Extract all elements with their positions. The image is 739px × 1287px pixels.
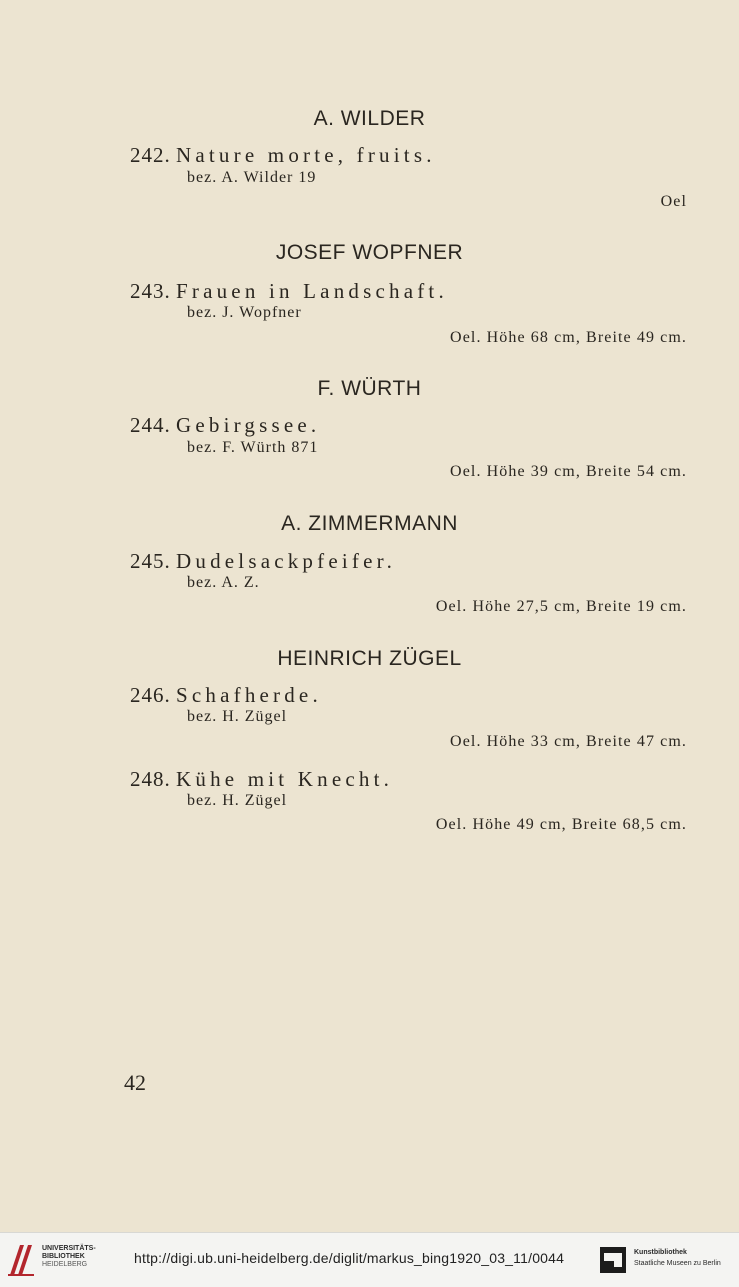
entry-title-line xyxy=(130,279,448,304)
university-library-logo-icon xyxy=(6,1241,38,1277)
entry-signature: bez. H. Zügel xyxy=(187,792,288,809)
library-name xyxy=(42,1245,96,1269)
library-name-line: BIBLIOTHEK xyxy=(42,1253,85,1260)
entry-title: Schafherde. xyxy=(176,683,322,707)
entry-title: Frauen in Landschaft. xyxy=(176,279,448,303)
artist-heading: HEINRICH ZÜGEL xyxy=(277,647,462,670)
entry-title-line xyxy=(130,413,320,438)
kunstbibliothek-logo-icon xyxy=(600,1247,626,1273)
artist-heading: A. WILDER xyxy=(313,107,426,130)
entry-signature: bez. H. Zügel xyxy=(187,708,288,725)
entry-title: Dudelsackpfeifer. xyxy=(176,549,397,573)
entry-title: Gebirgssee. xyxy=(176,413,321,437)
library-name-line: UNIVERSITÄTS- xyxy=(42,1245,96,1252)
entry-title-line xyxy=(130,549,396,574)
entry-number: 248. xyxy=(130,767,171,791)
entry-medium: Oel. Höhe 33 cm, Breite 47 cm. xyxy=(450,733,687,750)
entry-medium: Oel. Höhe 49 cm, Breite 68,5 cm. xyxy=(435,816,687,833)
entry-number: 246. xyxy=(130,683,171,707)
library-name-line: HEIDELBERG xyxy=(42,1261,88,1268)
entry-title-line xyxy=(130,767,393,792)
entry-title-line xyxy=(130,683,322,708)
entry-medium: Oel xyxy=(660,193,687,210)
entry-title-line xyxy=(130,143,436,168)
entry-number: 244. xyxy=(130,413,171,437)
partner-name-line: Staatliche Museen zu Berlin xyxy=(634,1260,721,1267)
entry-number: 242. xyxy=(130,143,171,167)
partner-name-line: Kunstbibliothek xyxy=(634,1249,687,1256)
entry-signature: bez. J. Wopfner xyxy=(187,304,302,321)
artist-heading: JOSEF WOPFNER xyxy=(275,241,464,264)
entry-medium: Oel. Höhe 27,5 cm, Breite 19 cm. xyxy=(435,598,687,615)
partner-name xyxy=(634,1247,721,1269)
entry-signature: bez. A. Z. xyxy=(187,574,260,591)
entry-signature: bez. A. Wilder 19 xyxy=(187,169,317,186)
artist-heading: F. WÜRTH xyxy=(317,377,422,400)
entry-number: 245. xyxy=(130,549,171,573)
entry-medium: Oel. Höhe 39 cm, Breite 54 cm. xyxy=(450,463,687,480)
permalink-url[interactable]: http://digi.ub.uni-heidelberg.de/diglit/markus_bing1920_03_11/0044 xyxy=(134,1250,565,1266)
entry-title: Nature morte, fruits. xyxy=(176,143,436,167)
entry-medium: Oel. Höhe 68 cm, Breite 49 cm. xyxy=(450,329,687,346)
entry-title: Kühe mit Knecht. xyxy=(176,767,394,791)
entry-signature: bez. F. Würth 871 xyxy=(187,439,319,456)
footer-bar xyxy=(0,1232,739,1287)
page-number: 42 xyxy=(124,1070,146,1095)
artist-heading: A. ZIMMERMANN xyxy=(281,512,458,535)
entry-number: 243. xyxy=(130,279,171,303)
